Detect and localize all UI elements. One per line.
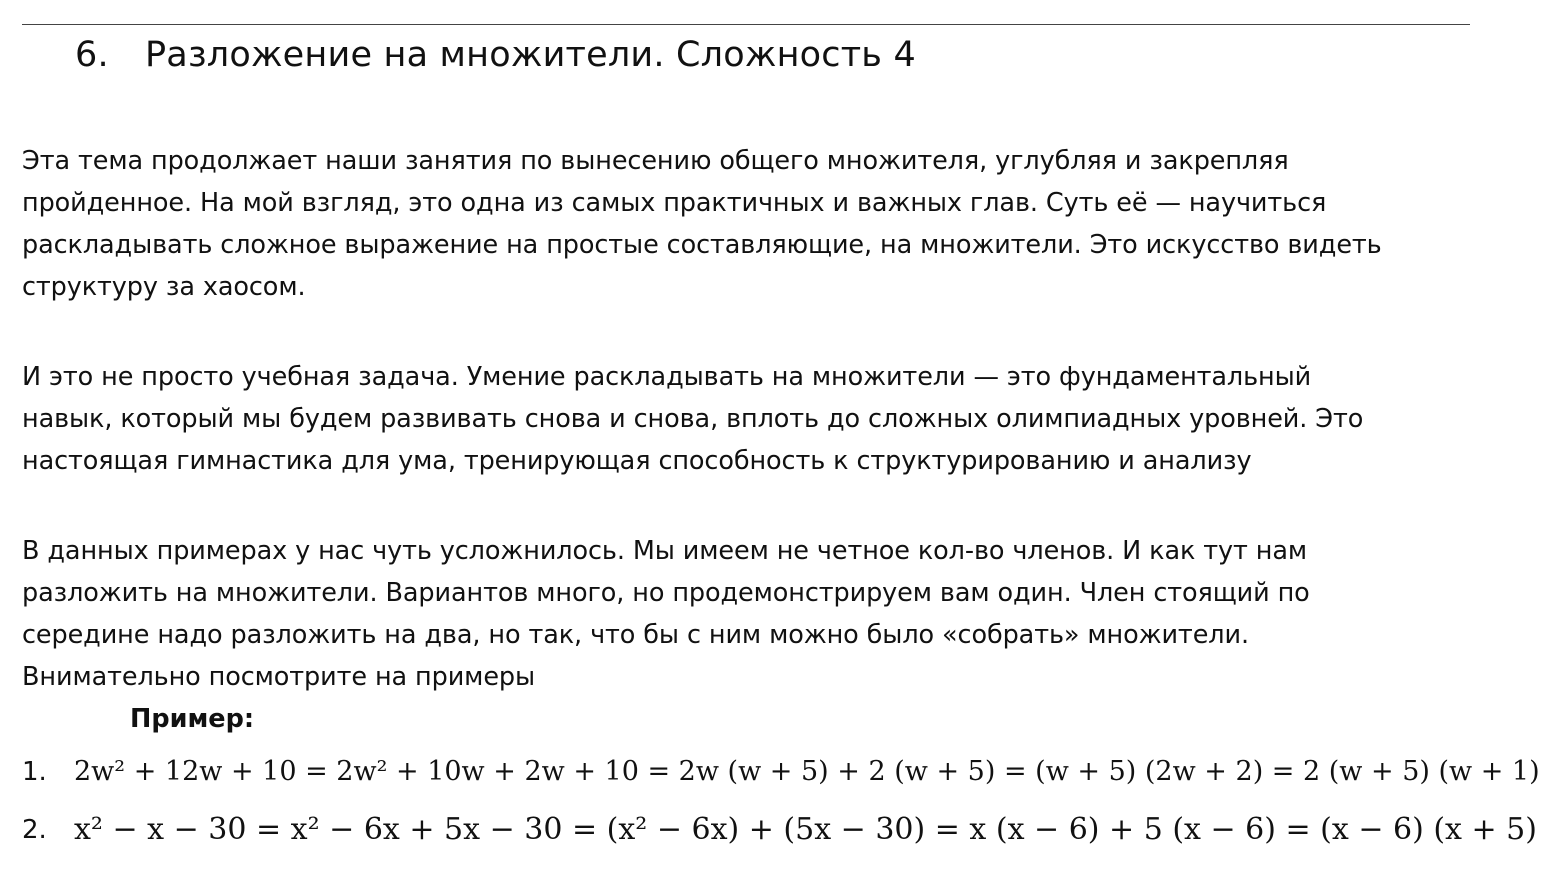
method-paragraph — [22, 530, 1502, 698]
intro-paragraph — [22, 140, 1502, 308]
paragraph-line: навык, который мы будем развивать снова и снова, вплоть до сложных олимпиадных уровней. Это — [22, 404, 1364, 434]
example-label: Пример: — [130, 704, 255, 734]
paragraph-line: Эта тема продолжает наши занятия по вынесению общего множителя, углубляя и закрепляя — [22, 146, 1289, 176]
equation-number: 2. — [22, 815, 47, 845]
paragraph-line: И это не просто учебная задача. Умение раскладывать на множители — это фундаментальный — [22, 362, 1312, 392]
top-divider — [22, 24, 1470, 25]
skill-paragraph — [22, 356, 1502, 482]
section-heading — [75, 32, 916, 78]
paragraph-line: разложить на множители. Вариантов много, но продемонстрируем вам один. Член стоящий по — [22, 578, 1310, 608]
paragraph-line: раскладывать сложное выражение на простые составляющие, на множители. Это искусство видеть — [22, 230, 1382, 260]
paragraph-line: пройденное. На мой взгляд, это одна из самых практичных и важных глав. Суть её — научиться — [22, 188, 1327, 218]
paragraph-line: структуру за хаосом. — [22, 272, 306, 302]
equation-expression: 2w² + 12w + 10 = 2w² + 10w + 2w + 10 = 2w (w + 5) + 2 (w + 5) = (w + 5) (2w + 2) = 2 (w + 5) (w + 1) — [74, 756, 1540, 787]
paragraph-line: середине надо разложить на два, но так, что бы с ним можно было «собрать» множители. — [22, 620, 1249, 650]
paragraph-line: Внимательно посмотрите на примеры — [22, 662, 536, 692]
section-number: 6. — [75, 35, 109, 75]
paragraph-line: настоящая гимнастика для ума, тренирующая способность к структурированию и анализу — [22, 446, 1252, 476]
equation-number: 1. — [22, 757, 47, 787]
equation-expression: x² − x − 30 = x² − 6x + 5x − 30 = (x² − 6x) + (5x − 30) = x (x − 6) + 5 (x − 6) = (x − 6) (x + 5) — [74, 812, 1537, 847]
paragraph-line: В данных примерах у нас чуть усложнилось. Мы имеем не четное кол-во членов. И как тут нам — [22, 536, 1308, 566]
section-title: Разложение на множители. Сложность 4 — [145, 35, 916, 75]
